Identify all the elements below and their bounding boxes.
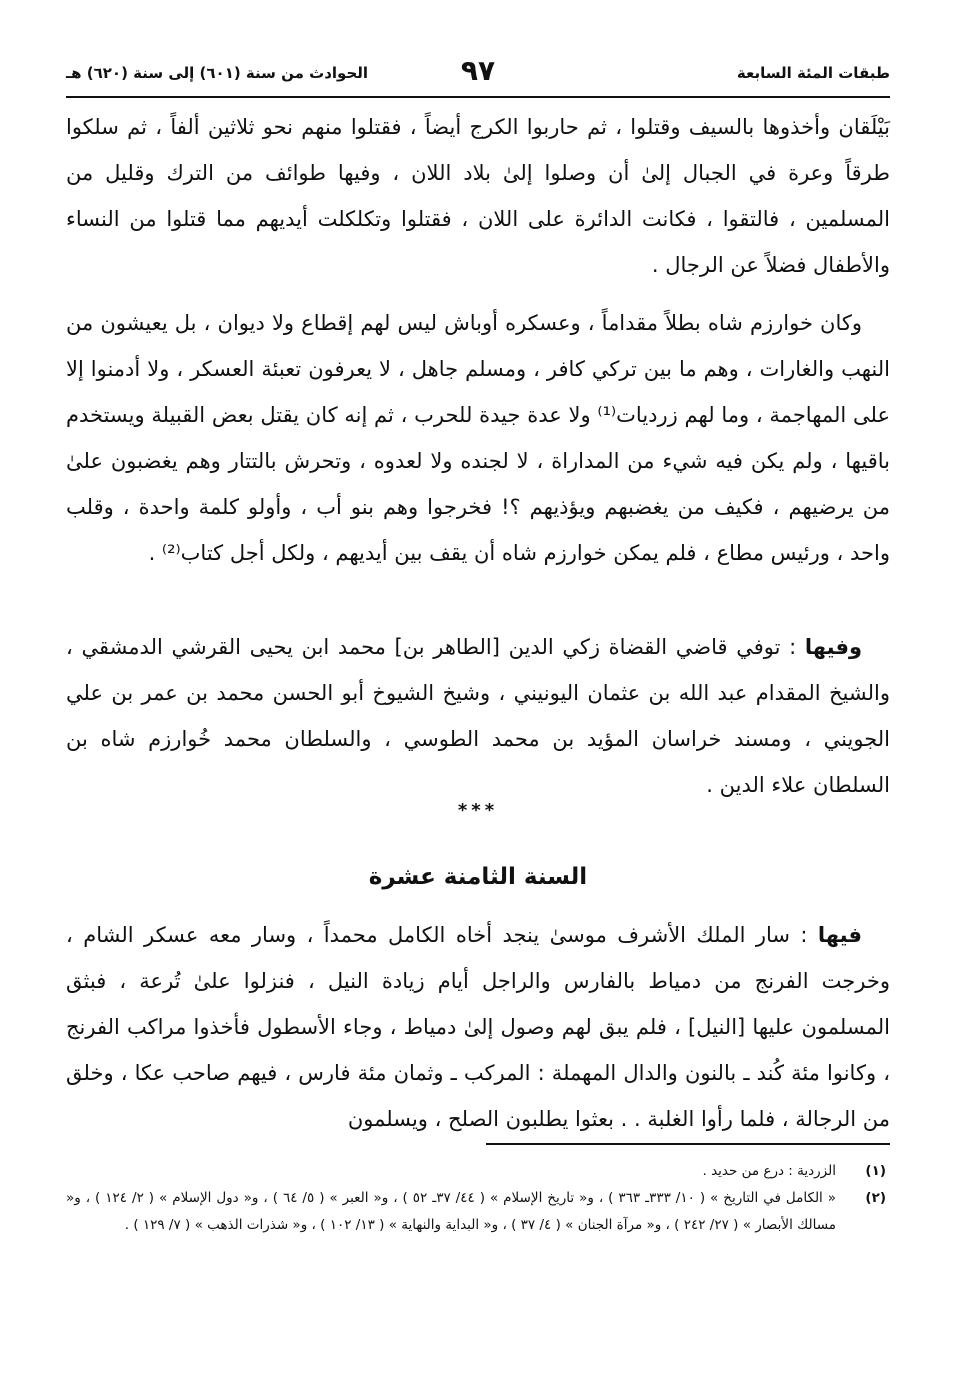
footnote-1-text: الزردية : درع من حديد . (702, 1163, 836, 1179)
paragraph-4-lead: فيها (817, 923, 862, 947)
footnote-2 (66, 1185, 890, 1239)
paragraph-2-content: وكان خوارزم شاه بطلاً مقداماً ، وعسكره أوباش ليس لهم إقطاع ولا ديوان ، بل يعيشون من النهب والغارات ، وهم ما بين تركي كافر ، ومسلم جاهل ، لا يعرفون تعبئة العسكر ، ولا أدمنوا إلا على المهاجمة ، وما لهم زرديات⁽¹⁾ ولا عدة جيدة للحرب ، ثم إنه كان يقتل بعض القبيلة ويستخدم باقيها ، ولم يكن فيه شيء من المداراة ، لا لجنده ولا لعدوه ، وتحرش بالتتار وهم يغضبون علىٰ من يرضيهم ، فكيف من يغضبهم ويؤذيهم ؟! فخرجوا وهم بنو أب ، وأولو كلمة واحدة ، وقلب واحد ، ورئيس مطاع ، فلم يمكن خوارزم شاه أن يقف بين أيديهم ، ولكل أجل كتاب⁽²⁾ . (66, 311, 890, 565)
paragraph-4 (66, 912, 890, 1142)
paragraph-4-text (66, 912, 890, 1142)
paragraph-4-content: : سار الملك الأشرف موسىٰ ينجد أخاه الكامل محمداً ، وسار معه عسكر الشام ، وخرجت الفرنج من دمياط بالفارس والراجل أيام زيادة النيل ، فنزلوا علىٰ تُرعة ، فبثق المسلمون عليها [النيل] ، فلم يبق لهم وصول إلىٰ دمياط ، وجاء الأسطول فأخذوا مراكب الفرنج ، وكانوا مئة كُند ـ بالنون والدال المهملة : المركب ـ وثمان مئة فارس ، فيهم صاحب عكا ، وخلق من الرجالة ، فلما رأوا الغلبة . . بعثوا يطلبون الصلح ، ويسلمون (66, 923, 890, 1131)
header-date-range: الحوادث من سنة (٦٠١) إلى سنة (٦٢٠) هـ (66, 64, 369, 82)
header-book-section: طبقات المئة السابعة (736, 64, 890, 82)
section-title: السنة الثامنة عشرة (368, 864, 588, 890)
paragraph-3 (66, 624, 890, 808)
page-number: ٩٧ (460, 54, 496, 87)
paragraph-1-text: بَيْلَقان وأخذوها بالسيف وقتلوا ، ثم حاربوا الكرج أيضاً ، فقتلوا منهم نحو ثلاثين ألفاً ، ثم سلكوا طرقاً وعرة في الجبال إلىٰ أن وصلوا إلىٰ بلاد اللان ، وفيها طوائف من الترك وقليل من المسلمين ، فالتقوا ، فكانت الدائرة على اللان ، فقتلوا وتكلكلت أيديهم مما قتلوا من النساء والأطفال فضلاً عن الرجال . (66, 115, 890, 277)
header-divider (66, 96, 890, 98)
paragraph-3-text (66, 624, 890, 808)
running-header (66, 54, 890, 98)
paragraph-2-text (66, 300, 890, 576)
footnote-1-number: (١) (865, 1163, 886, 1179)
footnote-1 (66, 1158, 890, 1185)
footnote-2-text: « الكامل في التاريخ » ( ١٠/ ٣٣٣ـ ٣٦٣ ) ، و« تاريخ الإسلام » ( ٤٤/ ٣٧ـ ٥٢ ) ، و« العبر » ( ٥/ ٦٤ ) ، و« دول الإسلام » ( ٢/ ١٢٤ ) ، و« مسالك الأبصار » ( ٢٧/ ٢٤٢ ) ، و« مرآة الجنان » ( ٤/ ٣٧ ) ، و« البداية والنهاية » ( ١٣/ ١٠٢ ) ، و« شذرات الذهب » ( ٧/ ١٢٩ ) . (66, 1190, 837, 1233)
footnote-divider (486, 1143, 890, 1145)
paragraph-3-lead: وفيها (804, 635, 862, 659)
section-separator-stars: *** (457, 800, 499, 821)
footnotes (66, 1158, 890, 1239)
paragraph-3-content: : توفي قاضي القضاة زكي الدين [الطاهر بن] محمد ابن يحيى القرشي الدمشقي ، والشيخ المقدام عبد الله بن عثمان اليونيني ، وشيخ الشيوخ أبو الحسن محمد بن عمر بن علي الجويني ، ومسند خراسان المؤيد بن محمد الطوسي ، والسلطان محمد خُوارزم شاه بن السلطان علاء الدين . (66, 635, 890, 797)
paragraph-1 (66, 104, 890, 288)
paragraph-2 (66, 300, 890, 576)
footnote-2-number: (٢) (865, 1190, 886, 1206)
